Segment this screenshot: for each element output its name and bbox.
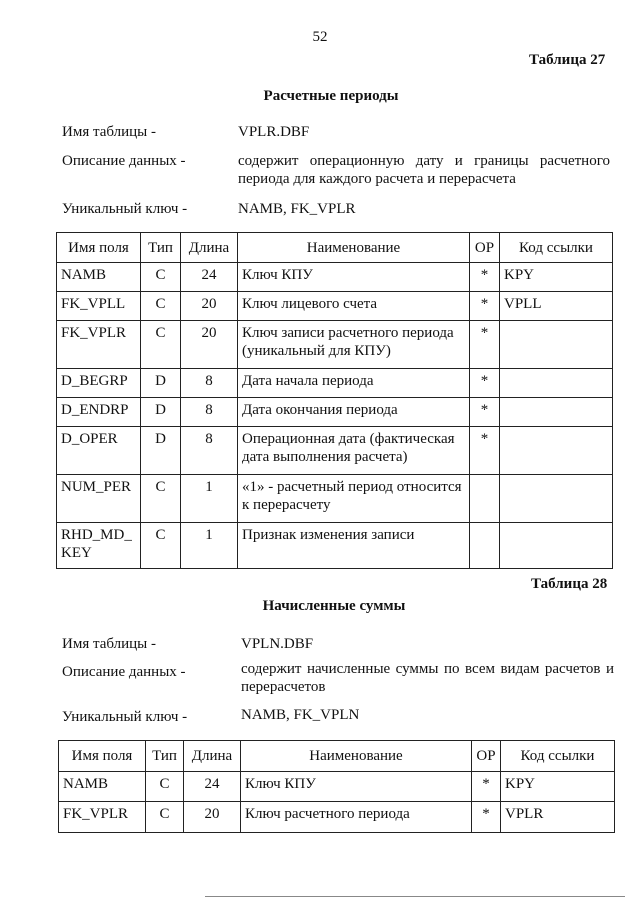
cell-name: Ключ КПУ	[241, 772, 472, 802]
cell-type: C	[141, 475, 181, 523]
table-28	[58, 740, 615, 833]
table-row	[57, 263, 613, 292]
table-28-caption: Таблица 28	[531, 576, 608, 592]
cell-field: NAMB	[59, 772, 146, 802]
cell-name: Признак изменения записи	[238, 523, 470, 569]
cell-field: FK_VPLL	[57, 292, 141, 321]
table-28-title: Начисленные суммы	[262, 598, 406, 614]
header-field-name: Имя поля	[57, 233, 141, 263]
table-row	[57, 369, 613, 398]
cell-length: 20	[184, 802, 241, 833]
table-27-header-row	[57, 233, 613, 263]
cell-ref: VPLR	[501, 802, 615, 833]
cell-ref: KPY	[501, 772, 615, 802]
cell-length: 24	[181, 263, 238, 292]
table-row	[57, 427, 613, 475]
header-description: Наименование	[238, 233, 470, 263]
cell-op	[470, 475, 500, 523]
header-ref-code: Код ссылки	[501, 741, 615, 772]
cell-op: *	[472, 802, 501, 833]
cell-ref	[500, 475, 613, 523]
table-row	[57, 321, 613, 369]
table-27-name-value: VPLR.DBF	[238, 124, 310, 140]
table-row	[59, 802, 615, 833]
header-length: Длина	[184, 741, 241, 772]
cell-field: NAMB	[57, 263, 141, 292]
cell-type: C	[141, 263, 181, 292]
cell-ref	[500, 369, 613, 398]
cell-ref	[500, 427, 613, 475]
cell-field: RHD_MD_ KEY	[57, 523, 141, 569]
cell-type: C	[146, 802, 184, 833]
cell-op	[470, 523, 500, 569]
cell-length: 20	[181, 292, 238, 321]
cell-op: *	[472, 772, 501, 802]
cell-type: D	[141, 369, 181, 398]
cell-name: Операционная дата (фактическая дата выполнения расчета)	[238, 427, 470, 475]
cell-op: *	[470, 321, 500, 369]
cell-field: FK_VPLR	[57, 321, 141, 369]
cell-field: NUM_PER	[57, 475, 141, 523]
cell-field: D_ENDRP	[57, 398, 141, 427]
cell-type: D	[141, 398, 181, 427]
cell-op: *	[470, 427, 500, 475]
table-27-key-value: NAMB, FK_VPLR	[238, 201, 356, 217]
page-number: 52	[312, 29, 328, 45]
cell-length: 24	[184, 772, 241, 802]
header-op: ОР	[470, 233, 500, 263]
table-27-name-label: Имя таблицы -	[62, 124, 156, 140]
header-op: ОР	[472, 741, 501, 772]
table-28-desc-value: содержит начисленные суммы по всем видам расчетов и перерасчетов	[241, 661, 614, 695]
cell-type: C	[141, 321, 181, 369]
header-length: Длина	[181, 233, 238, 263]
cell-ref	[500, 321, 613, 369]
cell-op: *	[470, 263, 500, 292]
cell-length: 8	[181, 369, 238, 398]
table-row	[59, 772, 615, 802]
table-row	[57, 475, 613, 523]
cell-ref	[500, 523, 613, 569]
cell-ref	[500, 398, 613, 427]
cell-length: 8	[181, 427, 238, 475]
cell-type: C	[141, 292, 181, 321]
cell-name: Ключ расчетного периода	[241, 802, 472, 833]
cell-type: D	[141, 427, 181, 475]
table-28-header-row	[59, 741, 615, 772]
header-description: Наименование	[241, 741, 472, 772]
cell-length: 20	[181, 321, 238, 369]
cell-name: Дата окончания периода	[238, 398, 470, 427]
table-27-caption: Таблица 27	[529, 52, 606, 68]
header-type: Тип	[146, 741, 184, 772]
cell-length: 1	[181, 523, 238, 569]
cell-op: *	[470, 369, 500, 398]
cell-length: 1	[181, 475, 238, 523]
table-27	[56, 232, 613, 569]
cell-op: *	[470, 398, 500, 427]
table-27-key-label: Уникальный ключ -	[62, 201, 188, 217]
header-ref-code: Код ссылки	[500, 233, 613, 263]
table-row	[57, 398, 613, 427]
table-28-key-value: NAMB, FK_VPLN	[241, 707, 360, 723]
header-field-name: Имя поля	[59, 741, 146, 772]
cell-type: C	[141, 523, 181, 569]
cell-length: 8	[181, 398, 238, 427]
cell-name: Ключ записи расчетного периода (уникальный для КПУ)	[238, 321, 470, 369]
table-row	[57, 292, 613, 321]
cell-op: *	[470, 292, 500, 321]
cell-name: Дата начала периода	[238, 369, 470, 398]
cell-name: Ключ лицевого счета	[238, 292, 470, 321]
cell-ref: VPLL	[500, 292, 613, 321]
table-28-key-label: Уникальный ключ -	[62, 709, 188, 725]
table-28-name-label: Имя таблицы -	[62, 636, 156, 652]
table-27-desc-value: содержит операционную дату и границы расчетного периода для каждого расчета и перерасчета	[238, 153, 610, 187]
cell-field: FK_VPLR	[59, 802, 146, 833]
cell-field: D_BEGRP	[57, 369, 141, 398]
table-28-name-value: VPLN.DBF	[241, 636, 314, 652]
table-27-desc-label: Описание данных -	[62, 153, 186, 169]
cell-type: C	[146, 772, 184, 802]
header-type: Тип	[141, 233, 181, 263]
page-bottom-rule	[205, 896, 625, 897]
cell-field: D_OPER	[57, 427, 141, 475]
table-row	[57, 523, 613, 569]
cell-ref: KPY	[500, 263, 613, 292]
cell-name: «1» - расчетный период относится к перерасчету	[238, 475, 470, 523]
table-27-title: Расчетные периоды	[263, 88, 399, 104]
table-28-desc-label: Описание данных -	[62, 664, 186, 680]
cell-name: Ключ КПУ	[238, 263, 470, 292]
